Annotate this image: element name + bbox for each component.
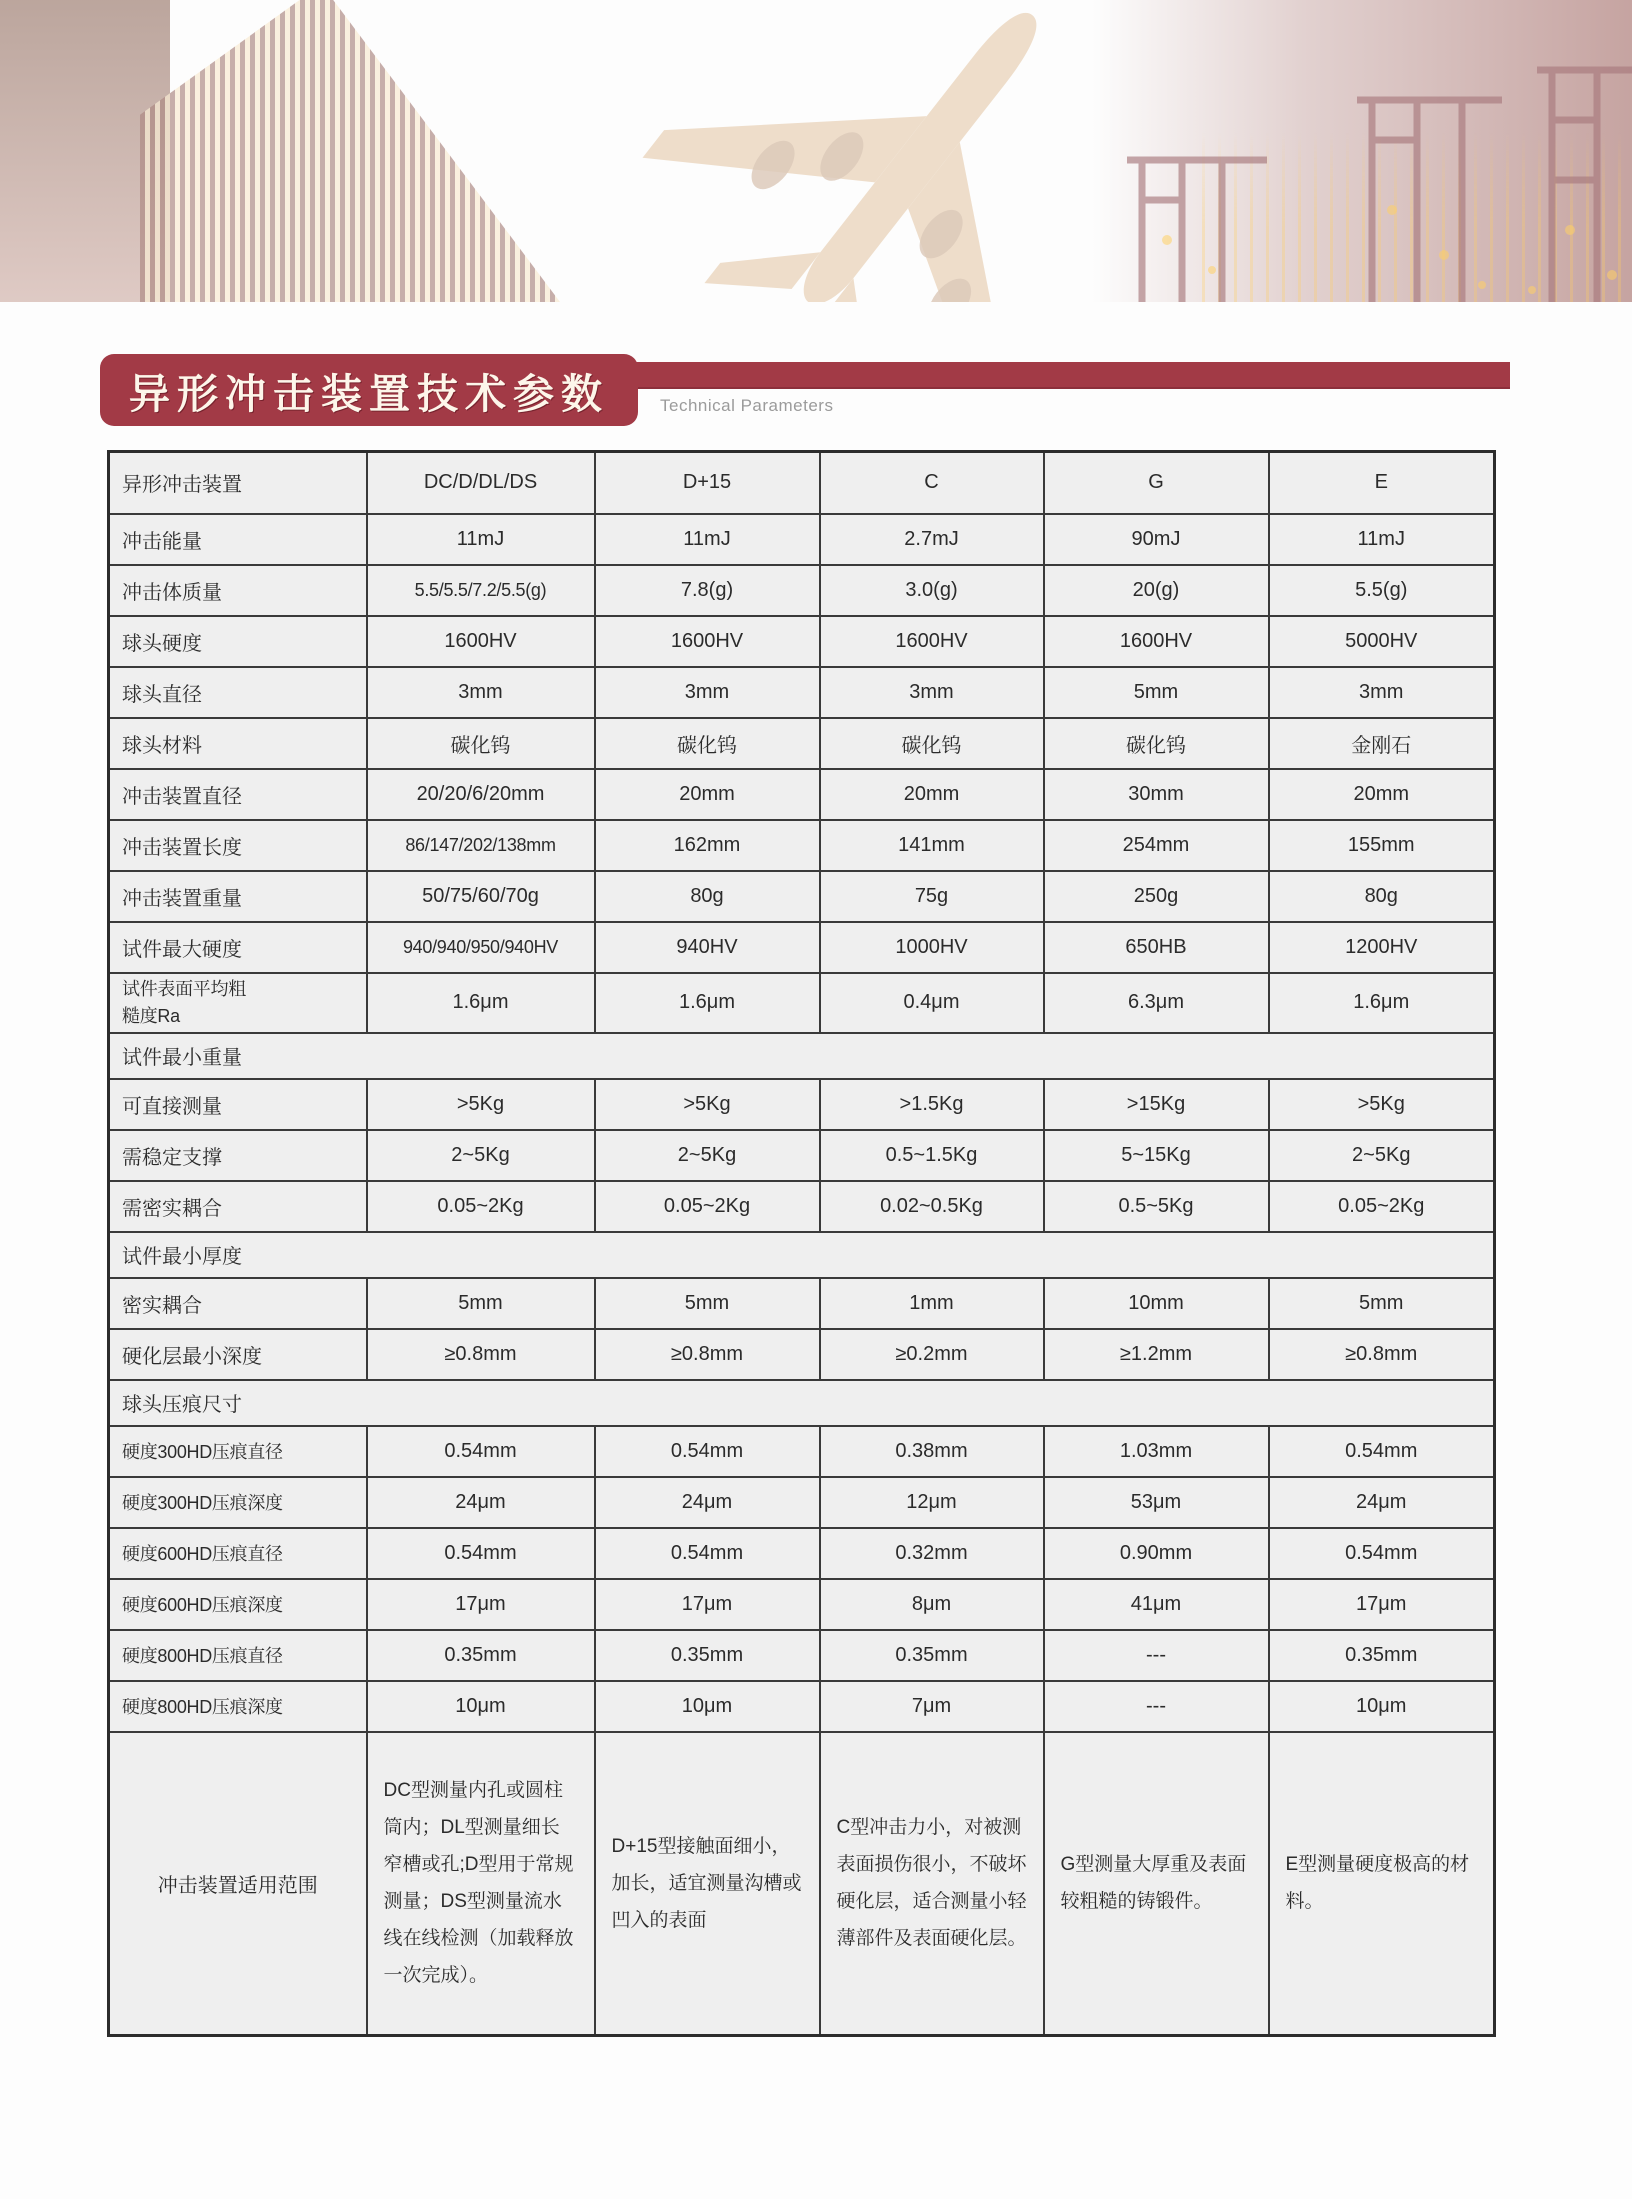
value-cell: 1.03mm xyxy=(1044,1426,1269,1477)
value-cell: 5mm xyxy=(595,1278,820,1329)
value-cell: 碳化钨 xyxy=(367,718,595,769)
params-table xyxy=(107,450,1496,2037)
section-row xyxy=(109,1232,1495,1278)
value-cell: --- xyxy=(1044,1630,1269,1681)
value-cell: 80g xyxy=(1269,871,1495,922)
value-cell: 1600HV xyxy=(1044,616,1269,667)
table-row xyxy=(109,820,1495,871)
table-row xyxy=(109,1579,1495,1630)
value-cell: 90mJ xyxy=(1044,514,1269,565)
title-banner xyxy=(100,354,638,426)
value-cell: 1000HV xyxy=(820,922,1044,973)
row-label xyxy=(109,973,367,1033)
value-cell: 5mm xyxy=(367,1278,595,1329)
value-cell: 2~5Kg xyxy=(595,1130,820,1181)
harbor-crane-icon xyxy=(1072,40,1632,302)
value-cell: 1.6μm xyxy=(1269,973,1495,1033)
value-cell: 53μm xyxy=(1044,1477,1269,1528)
value-cell: 碳化钨 xyxy=(820,718,1044,769)
value-cell: --- xyxy=(1044,1681,1269,1732)
value-cell: 2.7mJ xyxy=(820,514,1044,565)
value-cell: 3mm xyxy=(367,667,595,718)
value-cell: 3.0(g) xyxy=(820,565,1044,616)
value-cell: 8μm xyxy=(820,1579,1044,1630)
value-cell: 0.35mm xyxy=(820,1630,1044,1681)
row-label: 硬度300HD压痕深度 xyxy=(109,1477,367,1528)
value-cell: ≥0.8mm xyxy=(595,1329,820,1380)
value-cell: 650HB xyxy=(1044,922,1269,973)
table-row xyxy=(109,973,1495,1033)
row-label: 需密实耦合 xyxy=(109,1181,367,1232)
value-cell: 5.5/5.5/7.2/5.5(g) xyxy=(367,565,595,616)
value-cell: 0.54mm xyxy=(1269,1528,1495,1579)
table-row xyxy=(109,1630,1495,1681)
row-label: 冲击装置重量 xyxy=(109,871,367,922)
value-cell: 0.05~2Kg xyxy=(1269,1181,1495,1232)
value-cell: 80g xyxy=(595,871,820,922)
value-cell: 5mm xyxy=(1044,667,1269,718)
header-row xyxy=(109,452,1495,514)
row-label: 硬度800HD压痕直径 xyxy=(109,1630,367,1681)
value-cell: 0.05~2Kg xyxy=(367,1181,595,1232)
value-cell: 0.35mm xyxy=(595,1630,820,1681)
table-row xyxy=(109,1426,1495,1477)
value-cell: 141mm xyxy=(820,820,1044,871)
value-cell: 1600HV xyxy=(820,616,1044,667)
value-cell: 0.05~2Kg xyxy=(595,1181,820,1232)
section-label: 试件最小重量 xyxy=(109,1033,1495,1079)
value-cell: 86/147/202/138mm xyxy=(367,820,595,871)
value-cell: 金刚石 xyxy=(1269,718,1495,769)
value-cell: 6.3μm xyxy=(1044,973,1269,1033)
value-cell: 20(g) xyxy=(1044,565,1269,616)
value-cell: >15Kg xyxy=(1044,1079,1269,1130)
value-cell: 940HV xyxy=(595,922,820,973)
row-label: 密实耦合 xyxy=(109,1278,367,1329)
page-subtitle: Technical Parameters xyxy=(660,396,834,415)
value-cell: 10μm xyxy=(595,1681,820,1732)
value-cell: 11mJ xyxy=(1269,514,1495,565)
header-cell: G xyxy=(1044,452,1269,514)
value-cell: 3mm xyxy=(820,667,1044,718)
table-row xyxy=(109,922,1495,973)
value-cell: >1.5Kg xyxy=(820,1079,1044,1130)
row-label: 需稳定支撑 xyxy=(109,1130,367,1181)
value-cell: 17μm xyxy=(595,1579,820,1630)
value-cell: 20mm xyxy=(1269,769,1495,820)
header-cell: DC/D/DL/DS xyxy=(367,452,595,514)
table-header xyxy=(109,452,1495,514)
value-cell: 0.4μm xyxy=(820,973,1044,1033)
row-label: 硬度600HD压痕直径 xyxy=(109,1528,367,1579)
value-cell: 10μm xyxy=(367,1681,595,1732)
table-row xyxy=(109,1329,1495,1380)
value-cell: 0.32mm xyxy=(820,1528,1044,1579)
table-row xyxy=(109,1681,1495,1732)
value-cell: ≥0.2mm xyxy=(820,1329,1044,1380)
usage-cell: G型测量大厚重及表面较粗糙的铸锻件。 xyxy=(1044,1732,1269,2036)
table-row xyxy=(109,1278,1495,1329)
row-label: 可直接测量 xyxy=(109,1079,367,1130)
value-cell: 17μm xyxy=(367,1579,595,1630)
value-cell: 0.02~0.5Kg xyxy=(820,1181,1044,1232)
table-body xyxy=(109,514,1495,2036)
value-cell: ≥0.8mm xyxy=(1269,1329,1495,1380)
value-cell: 24μm xyxy=(367,1477,595,1528)
value-cell: 7μm xyxy=(820,1681,1044,1732)
value-cell: 75g xyxy=(820,871,1044,922)
row-label: 冲击能量 xyxy=(109,514,367,565)
value-cell: 41μm xyxy=(1044,1579,1269,1630)
value-cell: 7.8(g) xyxy=(595,565,820,616)
header-label-cell: 异形冲击装置 xyxy=(109,452,367,514)
value-cell: 2~5Kg xyxy=(1269,1130,1495,1181)
value-cell: 1600HV xyxy=(595,616,820,667)
value-cell: 10mm xyxy=(1044,1278,1269,1329)
value-cell: 1.6μm xyxy=(367,973,595,1033)
row-label: 球头材料 xyxy=(109,718,367,769)
value-cell: 3mm xyxy=(1269,667,1495,718)
value-cell: 1200HV xyxy=(1269,922,1495,973)
value-cell: 0.35mm xyxy=(1269,1630,1495,1681)
section-label: 球头压痕尺寸 xyxy=(109,1380,1495,1426)
value-cell: 10μm xyxy=(1269,1681,1495,1732)
value-cell: 20/20/6/20mm xyxy=(367,769,595,820)
table-container xyxy=(107,450,1493,2037)
table-row xyxy=(109,565,1495,616)
value-cell: >5Kg xyxy=(1269,1079,1495,1130)
section-row xyxy=(109,1380,1495,1426)
value-cell: 0.54mm xyxy=(367,1426,595,1477)
value-cell: 17μm xyxy=(1269,1579,1495,1630)
value-cell: 5000HV xyxy=(1269,616,1495,667)
table-row xyxy=(109,1079,1495,1130)
section-row xyxy=(109,1033,1495,1079)
value-cell: 162mm xyxy=(595,820,820,871)
usage-cell: D+15型接触面细小，加长，适宜测量沟槽或凹入的表面 xyxy=(595,1732,820,2036)
value-cell: 2~5Kg xyxy=(367,1130,595,1181)
value-cell: 0.5~1.5Kg xyxy=(820,1130,1044,1181)
row-label: 冲击装置适用范围 xyxy=(109,1732,367,2036)
value-cell: 50/75/60/70g xyxy=(367,871,595,922)
value-cell: 940/940/950/940HV xyxy=(367,922,595,973)
value-cell: >5Kg xyxy=(367,1079,595,1130)
value-cell: 0.54mm xyxy=(367,1528,595,1579)
table-row xyxy=(109,1528,1495,1579)
table-row xyxy=(109,718,1495,769)
usage-cell: C型冲击力小，对被测表面损伤很小，不破坏硬化层，适合测量小轻薄部件及表面硬化层。 xyxy=(820,1732,1044,2036)
usage-cell: E型测量硬度极高的材料。 xyxy=(1269,1732,1495,2036)
header-cell: C xyxy=(820,452,1044,514)
row-label: 球头硬度 xyxy=(109,616,367,667)
table-row xyxy=(109,667,1495,718)
row-label: 球头直径 xyxy=(109,667,367,718)
value-cell: 1600HV xyxy=(367,616,595,667)
value-cell: 碳化钨 xyxy=(1044,718,1269,769)
value-cell: 0.35mm xyxy=(367,1630,595,1681)
header-cell: E xyxy=(1269,452,1495,514)
value-cell: 0.54mm xyxy=(595,1528,820,1579)
value-cell: 碳化钨 xyxy=(595,718,820,769)
value-cell: 5.5(g) xyxy=(1269,565,1495,616)
value-cell: ≥0.8mm xyxy=(367,1329,595,1380)
row-label: 冲击体质量 xyxy=(109,565,367,616)
table-row xyxy=(109,1477,1495,1528)
value-cell: 0.54mm xyxy=(595,1426,820,1477)
value-cell: 254mm xyxy=(1044,820,1269,871)
row-label: 硬度600HD压痕深度 xyxy=(109,1579,367,1630)
value-cell: 30mm xyxy=(1044,769,1269,820)
value-cell: 0.5~5Kg xyxy=(1044,1181,1269,1232)
row-label: 硬化层最小深度 xyxy=(109,1329,367,1380)
row-label: 冲击装置长度 xyxy=(109,820,367,871)
value-cell: 20mm xyxy=(595,769,820,820)
value-cell: >5Kg xyxy=(595,1079,820,1130)
section-label: 试件最小厚度 xyxy=(109,1232,1495,1278)
value-cell: 1mm xyxy=(820,1278,1044,1329)
usage-cell: DC型测量内孔或圆柱筒内；DL型测量细长窄槽或孔;D型用于常规测量；DS型测量流水线在线检测（加载释放一次完成）。 xyxy=(367,1732,595,2036)
value-cell: 0.90mm xyxy=(1044,1528,1269,1579)
value-cell: 5mm xyxy=(1269,1278,1495,1329)
row-label: 硬度300HD压痕直径 xyxy=(109,1426,367,1477)
header-cell: D+15 xyxy=(595,452,820,514)
table-row xyxy=(109,769,1495,820)
value-cell: 3mm xyxy=(595,667,820,718)
row-label: 硬度800HD压痕深度 xyxy=(109,1681,367,1732)
table-row xyxy=(109,1130,1495,1181)
value-cell: 250g xyxy=(1044,871,1269,922)
value-cell: 11mJ xyxy=(367,514,595,565)
value-cell: 0.38mm xyxy=(820,1426,1044,1477)
table-row xyxy=(109,514,1495,565)
table-row xyxy=(109,1181,1495,1232)
table-row xyxy=(109,616,1495,667)
header-photo xyxy=(0,0,1632,302)
value-cell: 155mm xyxy=(1269,820,1495,871)
value-cell: 11mJ xyxy=(595,514,820,565)
row-label-text: 试件表面平均粗糙度Ra xyxy=(122,979,246,1026)
value-cell: 5~15Kg xyxy=(1044,1130,1269,1181)
value-cell: ≥1.2mm xyxy=(1044,1329,1269,1380)
value-cell: 0.54mm xyxy=(1269,1426,1495,1477)
value-cell: 1.6μm xyxy=(595,973,820,1033)
value-cell: 24μm xyxy=(595,1477,820,1528)
row-label: 试件最大硬度 xyxy=(109,922,367,973)
title-rule-bar xyxy=(600,362,1510,389)
usage-row xyxy=(109,1732,1495,2036)
value-cell: 24μm xyxy=(1269,1477,1495,1528)
value-cell: 12μm xyxy=(820,1477,1044,1528)
value-cell: 20mm xyxy=(820,769,1044,820)
row-label: 冲击装置直径 xyxy=(109,769,367,820)
table-row xyxy=(109,871,1495,922)
page-title: 异形冲击装置技术参数 xyxy=(129,370,609,417)
